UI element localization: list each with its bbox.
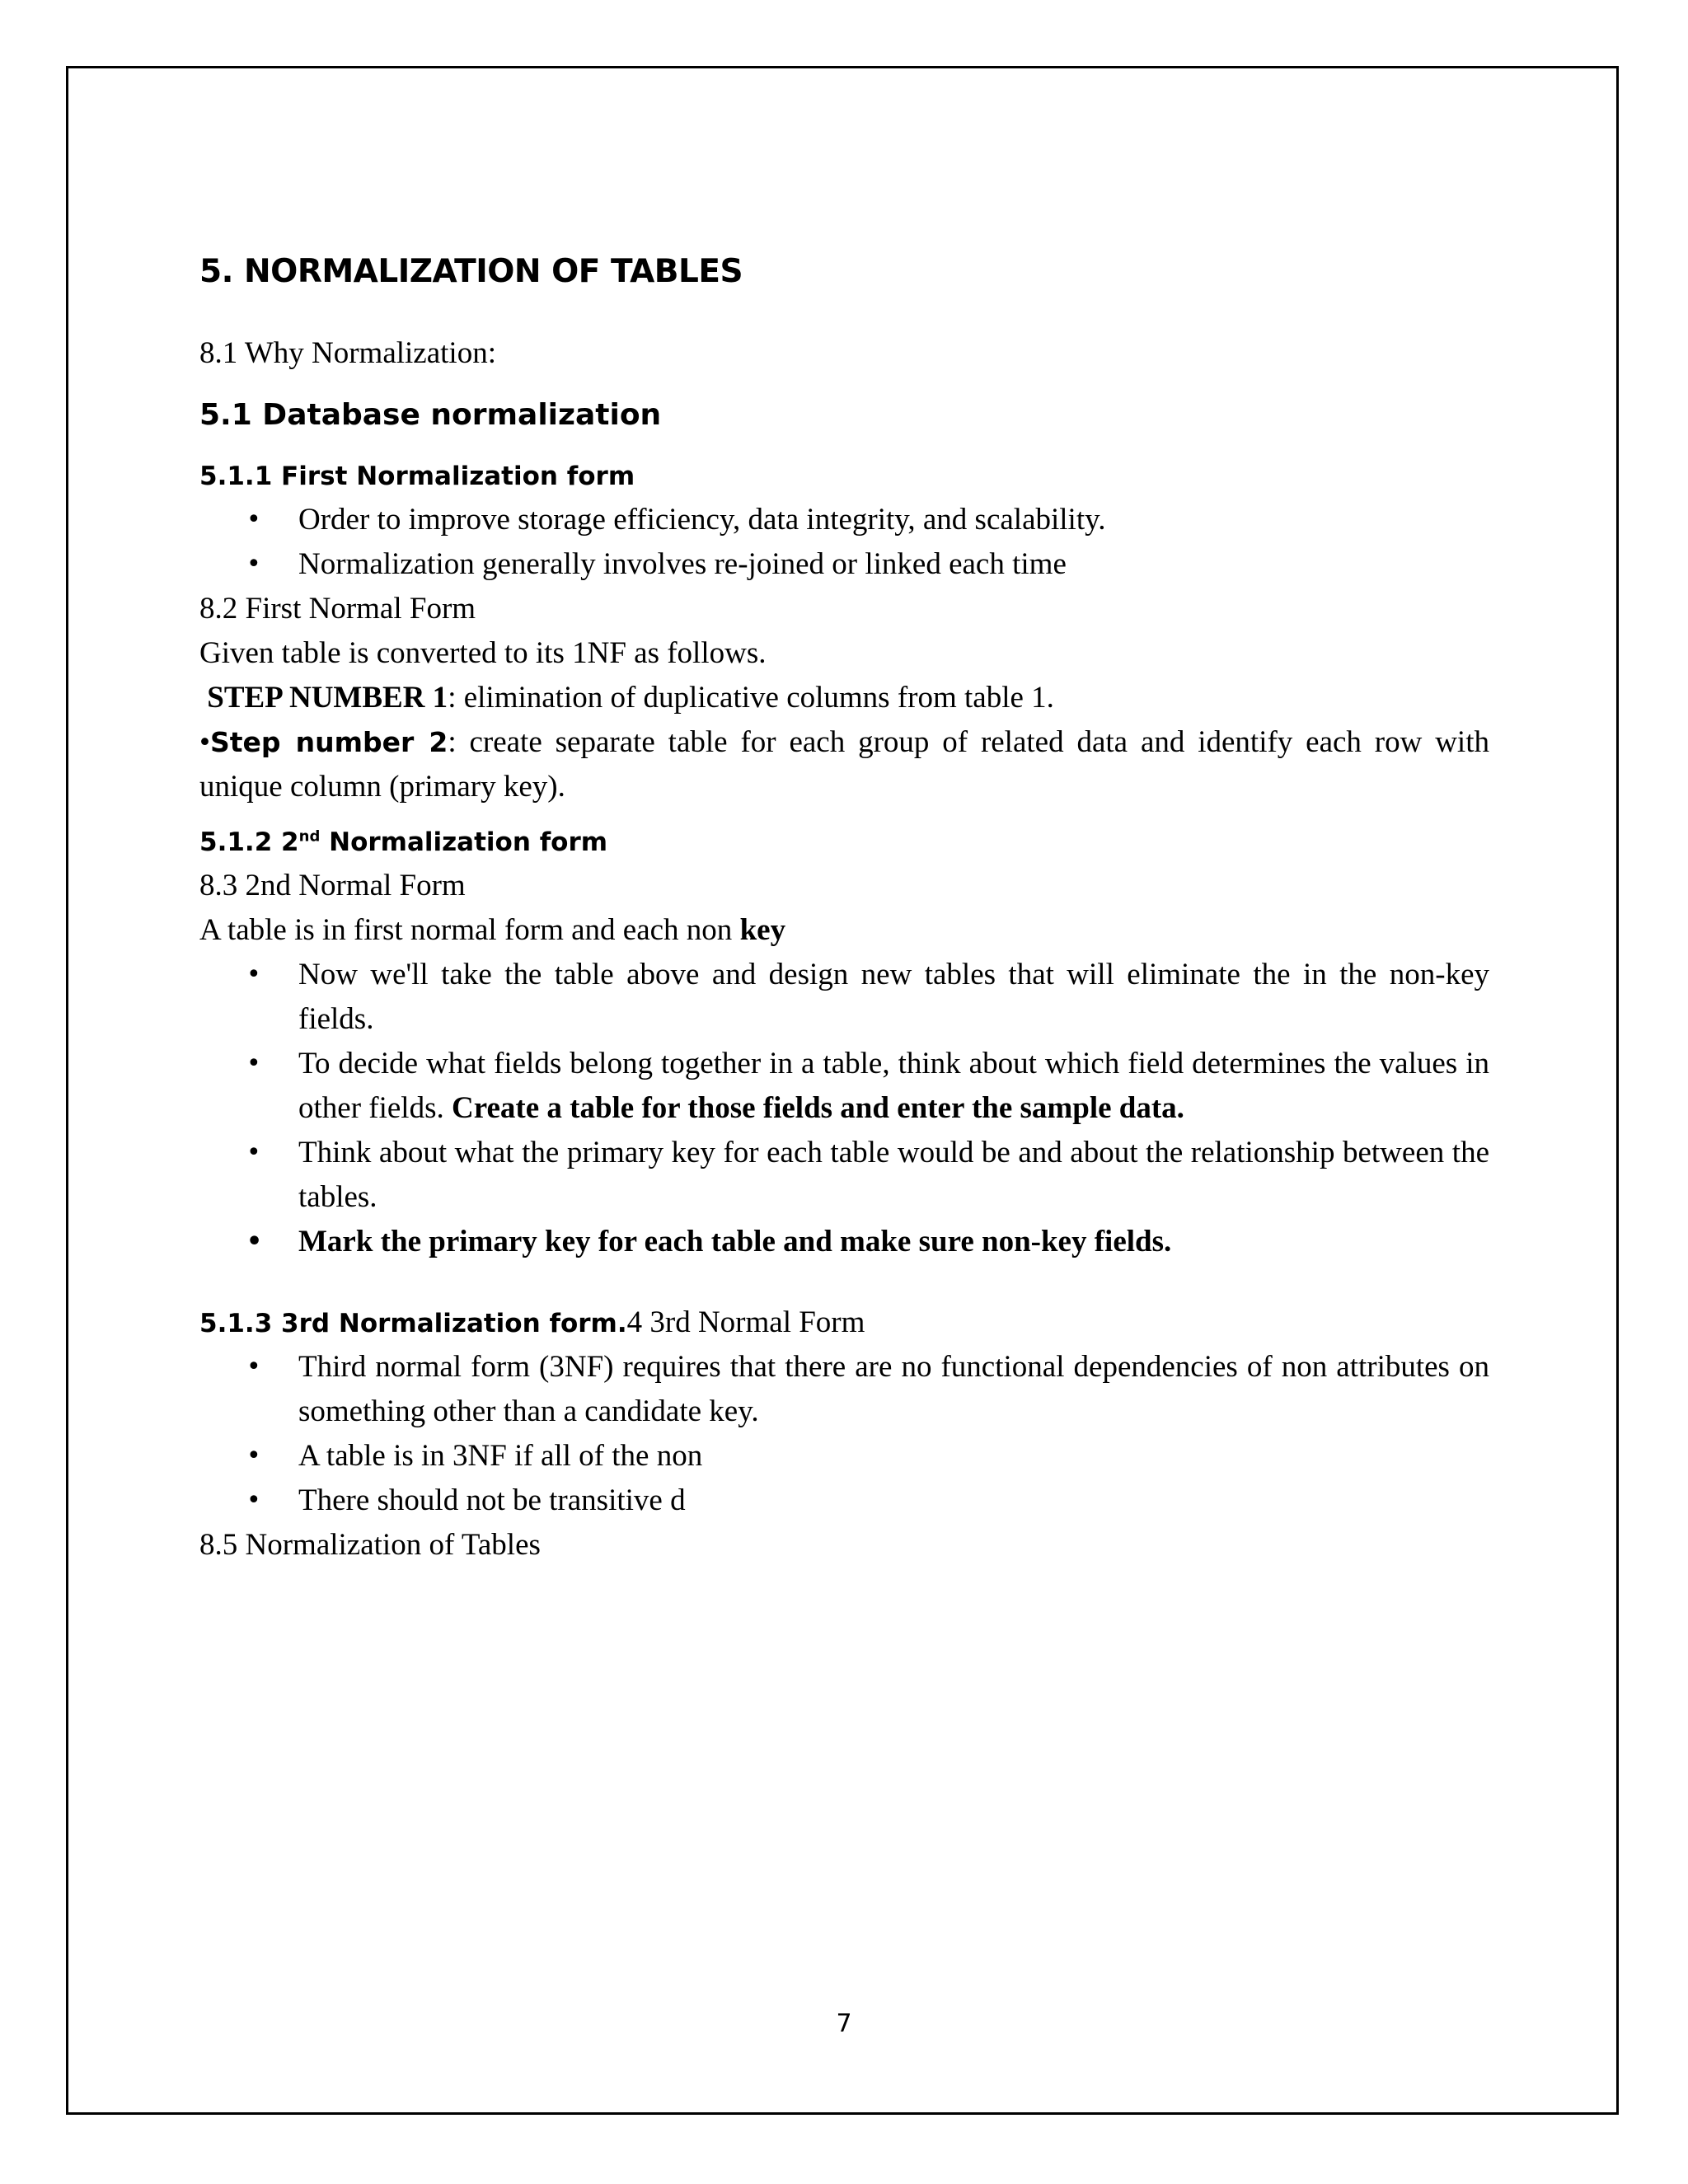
- second-heading-suffix: Normalization form: [320, 827, 608, 857]
- section-heading-database-normalization: 5.1 Database normalization: [199, 398, 662, 432]
- second-heading-superscript: nd: [298, 827, 321, 846]
- second-intro-text: A table is in first normal form and each non: [199, 913, 740, 947]
- subsection-heading-third-normalization: [199, 1301, 1489, 1345]
- step-one-paragraph: [199, 676, 1489, 720]
- list-item: [199, 1042, 1489, 1131]
- second-heading-prefix: 5.1.2 2: [199, 827, 299, 857]
- third-heading-bold: 5.1.3 3rd Normalization form.: [199, 1309, 627, 1338]
- step-two-label: Step number 2: [209, 726, 448, 758]
- bullet-bold-text: Create a table for those fields and enter the sample data.: [451, 1091, 1184, 1125]
- step-two-text: : create separate table for each group of related data and identify each row with unique column (primary key).: [199, 725, 1489, 804]
- why-normalization-line: 8.1 Why Normalization:: [199, 336, 496, 370]
- second-normal-form-line: 8.3 2nd Normal Form: [199, 869, 466, 902]
- list-item: • There should not be transitive d: [199, 1479, 1489, 1523]
- list-item: • Mark the primary key for each table and make sure non-key fields.: [199, 1220, 1489, 1264]
- list-item: • Think about what the primary key for each table would be and about the relationship between the tables.: [199, 1131, 1489, 1220]
- third-heading-tail: 4 3rd Normal Form: [626, 1305, 865, 1339]
- step-two-paragraph: [199, 720, 1489, 809]
- third-normalization-bullets: [199, 1345, 1489, 1523]
- step-two-bullet: •: [199, 725, 210, 759]
- list-item: • A table is in 3NF if all of the non: [199, 1434, 1489, 1479]
- subsection-heading-first-normalization: 5.1.1 First Normalization form: [199, 462, 635, 491]
- first-normalization-bullets: [199, 498, 1489, 587]
- first-normal-form-line: 8.2 First Normal Form: [199, 592, 476, 626]
- step-one-text: : elimination of duplicative columns from table 1.: [448, 681, 1054, 715]
- list-item: • Order to improve storage efficiency, data integrity, and scalability.: [199, 498, 1489, 542]
- normalization-of-tables-line: 8.5 Normalization of Tables: [199, 1528, 541, 1562]
- second-normal-form-intro: [199, 908, 1489, 953]
- list-item: • Third normal form (3NF) requires that there are no functional dependencies of non attributes on something other than a candidate key.: [199, 1345, 1489, 1434]
- second-intro-bold: key: [739, 913, 786, 947]
- subsection-heading-second-normalization: [199, 821, 1489, 864]
- list-item: • Normalization generally involves re-joined or linked each time: [199, 542, 1489, 587]
- second-normalization-bullets: [199, 953, 1489, 1264]
- first-normal-form-intro: Given table is converted to its 1NF as follows.: [199, 636, 767, 670]
- bullet-text: To decide what fields belong together in a table, think about which field determines the values in other fields.: [298, 1047, 1489, 1125]
- step-one-label: STEP NUMBER 1: [207, 681, 448, 715]
- document-body: [199, 247, 1489, 1568]
- page-title: 5. NORMALIZATION OF TABLES: [199, 253, 743, 290]
- page-number: 7: [836, 2009, 852, 2038]
- list-item: • Now we'll take the table above and design new tables that will eliminate the in the non-key fields.: [199, 953, 1489, 1042]
